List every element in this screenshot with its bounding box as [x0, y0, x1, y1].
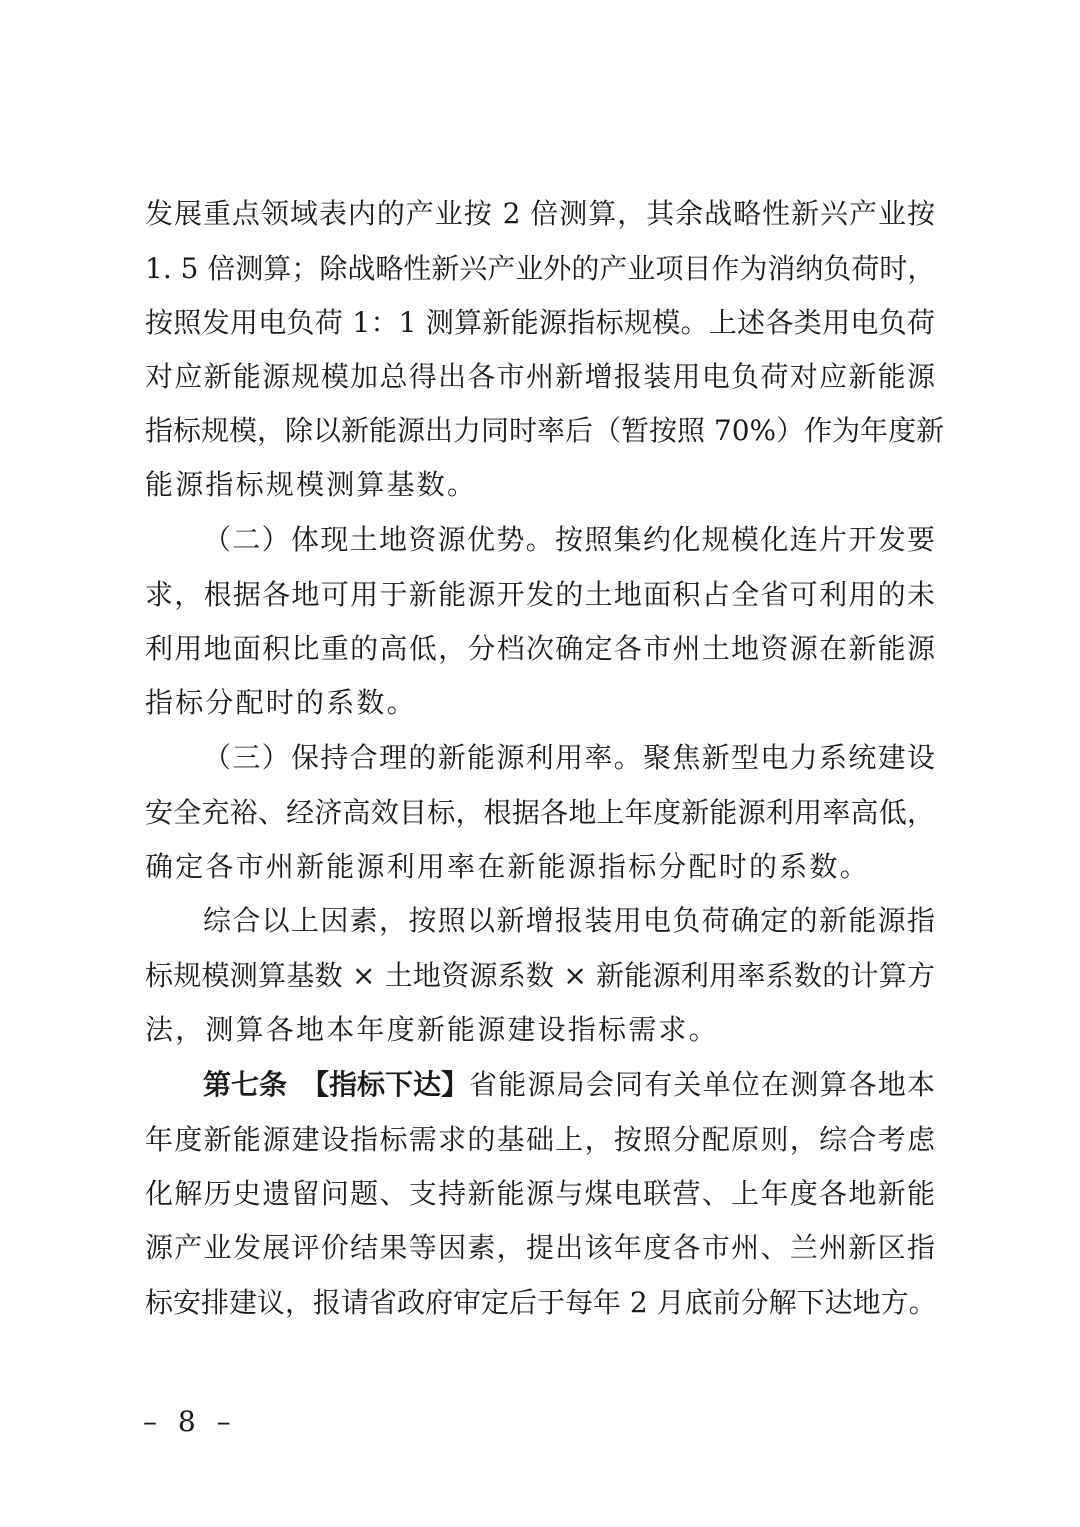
article-7-first-line: [203, 1065, 935, 1105]
paragraph-line: 利用地面积比重的高低，分档次确定各市州土地资源在新能源: [145, 632, 935, 665]
article-subject: 【指标下达】: [301, 1068, 470, 1101]
summary-paragraph-line: 综合以上因素，按照以新增报装用电负荷确定的新能源指: [203, 904, 935, 937]
paragraph-line: 年度新能源建设指标需求的基础上，按照分配原则，综合考虑: [145, 1123, 935, 1156]
paragraph-line: 标规模测算基数 × 土地资源系数 × 新能源利用率系数的计算方: [145, 959, 935, 992]
paragraph-line: 发展重点领域表内的产业按 2 倍测算，其余战略性新兴产业按: [145, 197, 935, 230]
paragraph-line: 化解历史遗留问题、支持新能源与煤电联营、上年度各地新能: [145, 1177, 935, 1210]
paragraph-line: 法，测算各地本年度新能源建设指标需求。: [145, 1013, 719, 1046]
article-heading: 第七条: [203, 1068, 288, 1101]
article-text: 省能源局会同有关单位在测算各地本: [469, 1068, 935, 1101]
paragraph-line: 源产业发展评价结果等因素，提出该年度各市州、兰州新区指: [145, 1231, 935, 1264]
paragraph-line: 对应新能源规模加总得出各市州新增报装用电负荷对应新能源: [145, 360, 935, 393]
paragraph-line: 能源指标规模测算基数。: [145, 468, 478, 501]
paragraph-line: 指标规模，除以新能源出力同时率后（暂按照 70%）作为年度新: [145, 414, 945, 447]
paragraph-line: 按照发用电负荷 1：1 测算新能源指标规模。上述各类用电负荷: [145, 306, 935, 339]
paragraph-line: 1. 5 倍测算；除战略性新兴产业外的产业项目作为消纳负荷时，: [145, 252, 936, 285]
section-2-heading-line: （二）体现土地资源优势。按照集约化规模化连片开发要: [203, 523, 935, 556]
section-3-heading-line: （三）保持合理的新能源利用率。聚焦新型电力系统建设: [203, 741, 935, 774]
paragraph-line: 标安排建议，报请省政府审定后于每年 2 月底前分解下达地方。: [145, 1286, 937, 1319]
paragraph-line: 求，根据各地可用于新能源开发的土地面积占全省可利用的未: [145, 578, 935, 611]
paragraph-line: 安全充裕、经济高效目标，根据各地上年度新能源利用率高低，: [145, 796, 935, 829]
paragraph-line: 确定各市州新能源利用率在新能源指标分配时的系数。: [145, 850, 870, 883]
page-number: – 8 –: [143, 1405, 237, 1438]
paragraph-line: 指标分配时的系数。: [145, 686, 417, 719]
